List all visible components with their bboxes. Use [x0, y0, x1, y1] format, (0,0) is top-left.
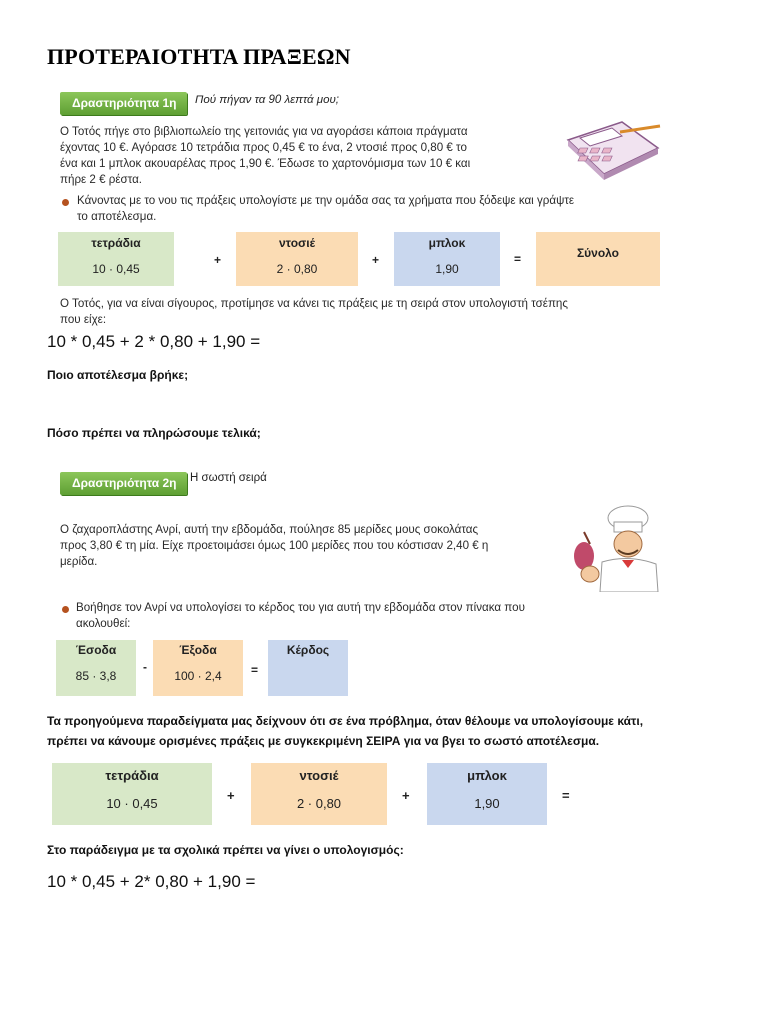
activity-1-intro: Ο Τοτός πήγε στο βιβλιοπωλείο της γειτονιάς για να αγοράσει κάποια πράγματα έχοντας 10 €. Αγόρασε 10 τετράδια προς 0,45 € το ένα, 2 ντοσιέ προς 0,80 € το ένα και 1 μπλοκ ακουαρέλας προς 1,90 €. Έδωσε το χαρτονόμισμα των 10 € και πήρε 2 € ρέστα. — [60, 125, 471, 186]
table1-box-total: Σύνολο — [536, 232, 660, 286]
calculation-1: 10 * 0,45 + 2 * 0,80 + 1,90 = — [47, 332, 261, 351]
activity-2-subtitle: Η σωστή σειρά — [190, 472, 267, 484]
page-title: ΠΡΟΤΕΡΑΙΟΤΗΤΑ ΠΡΑΞΕΩΝ — [47, 44, 351, 69]
activity-1-followup: Ο Τοτός, για να είναι σίγουρος, προτίμησε να κάνει τις πράξεις με τη σειρά στον υπολογιστή τσέπης που είχε: — [60, 297, 568, 326]
final-calculation: 10 * 0,45 + 2* 0,80 + 1,90 = — [47, 872, 256, 891]
operator: + — [214, 253, 222, 267]
operator: = — [251, 663, 259, 677]
bullet-icon — [62, 199, 69, 206]
chef-icon — [562, 504, 662, 592]
table1-box-pad: μπλοκ 1,90 — [394, 232, 500, 286]
activity-2-intro: Ο ζαχαροπλάστης Ανρί, αυτή την εβδομάδα, πούλησε 85 μερίδες μους σοκολάτας προς 3,80 € τη μία. Είχε προετοιμάσει όμως 100 μερίδες που του κόστισαν 2,40 € η μερίδα. — [60, 523, 489, 568]
example-text: Στο παράδειγμα με τα σχολικά πρέπει να γίνει ο υπολογισμός: — [47, 843, 404, 857]
operator: - — [143, 660, 147, 674]
summary-text: Τα προηγούμενα παραδείγματα μας δείχνουν ότι σε ένα πρόβλημα, όταν θέλουμε να υπολογίσουμε κάτι, πρέπει να κάνουμε ορισμένες πράξεις με συγκεκριμένη ΣΕΙΡΑ για να βγει το σωστό αποτέλεσμα. — [47, 714, 644, 748]
operator: = — [562, 788, 570, 803]
table3-box-folders: ντοσιέ 2 · 0,80 — [251, 763, 387, 825]
question-2: Πόσο πρέπει να πληρώσουμε τελικά; — [47, 426, 261, 440]
operator: = — [514, 252, 522, 266]
operator: + — [372, 253, 380, 267]
bullet-icon — [62, 606, 69, 613]
table3-box-pad: μπλοκ 1,90 — [427, 763, 547, 825]
activity-2-badge: Δραστηριότητα 2η — [60, 472, 187, 495]
table1-box-folders: ντοσιέ 2 · 0,80 — [236, 232, 358, 286]
question-1: Ποιο αποτέλεσμα βρήκε; — [47, 368, 189, 382]
activity-1-badge: Δραστηριότητα 1η — [60, 92, 187, 115]
table1-box-notebooks: τετράδια 10 · 0,45 — [58, 232, 174, 286]
operator: + — [227, 788, 235, 803]
activity-1-subtitle: Πού πήγαν τα 90 λεπτά μου; — [195, 94, 339, 106]
table2-box-expenses: Έξοδα 100 · 2,4 — [153, 640, 243, 696]
calculator-icon — [560, 118, 664, 182]
table2-box-profit: Κέρδος — [268, 640, 348, 696]
table2-box-income: Έσοδα 85 · 3,8 — [56, 640, 136, 696]
activity-2-instruction: Βοήθησε τον Ανρί να υπολογίσει το κέρδος του για αυτή την εβδομάδα στον πίνακα που ακολουθεί: — [76, 601, 525, 630]
activity-1-instruction: Κάνοντας με το νου τις πράξεις υπολογίστε με την ομάδα σας τα χρήματα που ξόδεψε και γράψτε το αποτέλεσμα. — [77, 194, 575, 223]
operator: + — [402, 788, 410, 803]
table3-box-notebooks: τετράδια 10 · 0,45 — [52, 763, 212, 825]
